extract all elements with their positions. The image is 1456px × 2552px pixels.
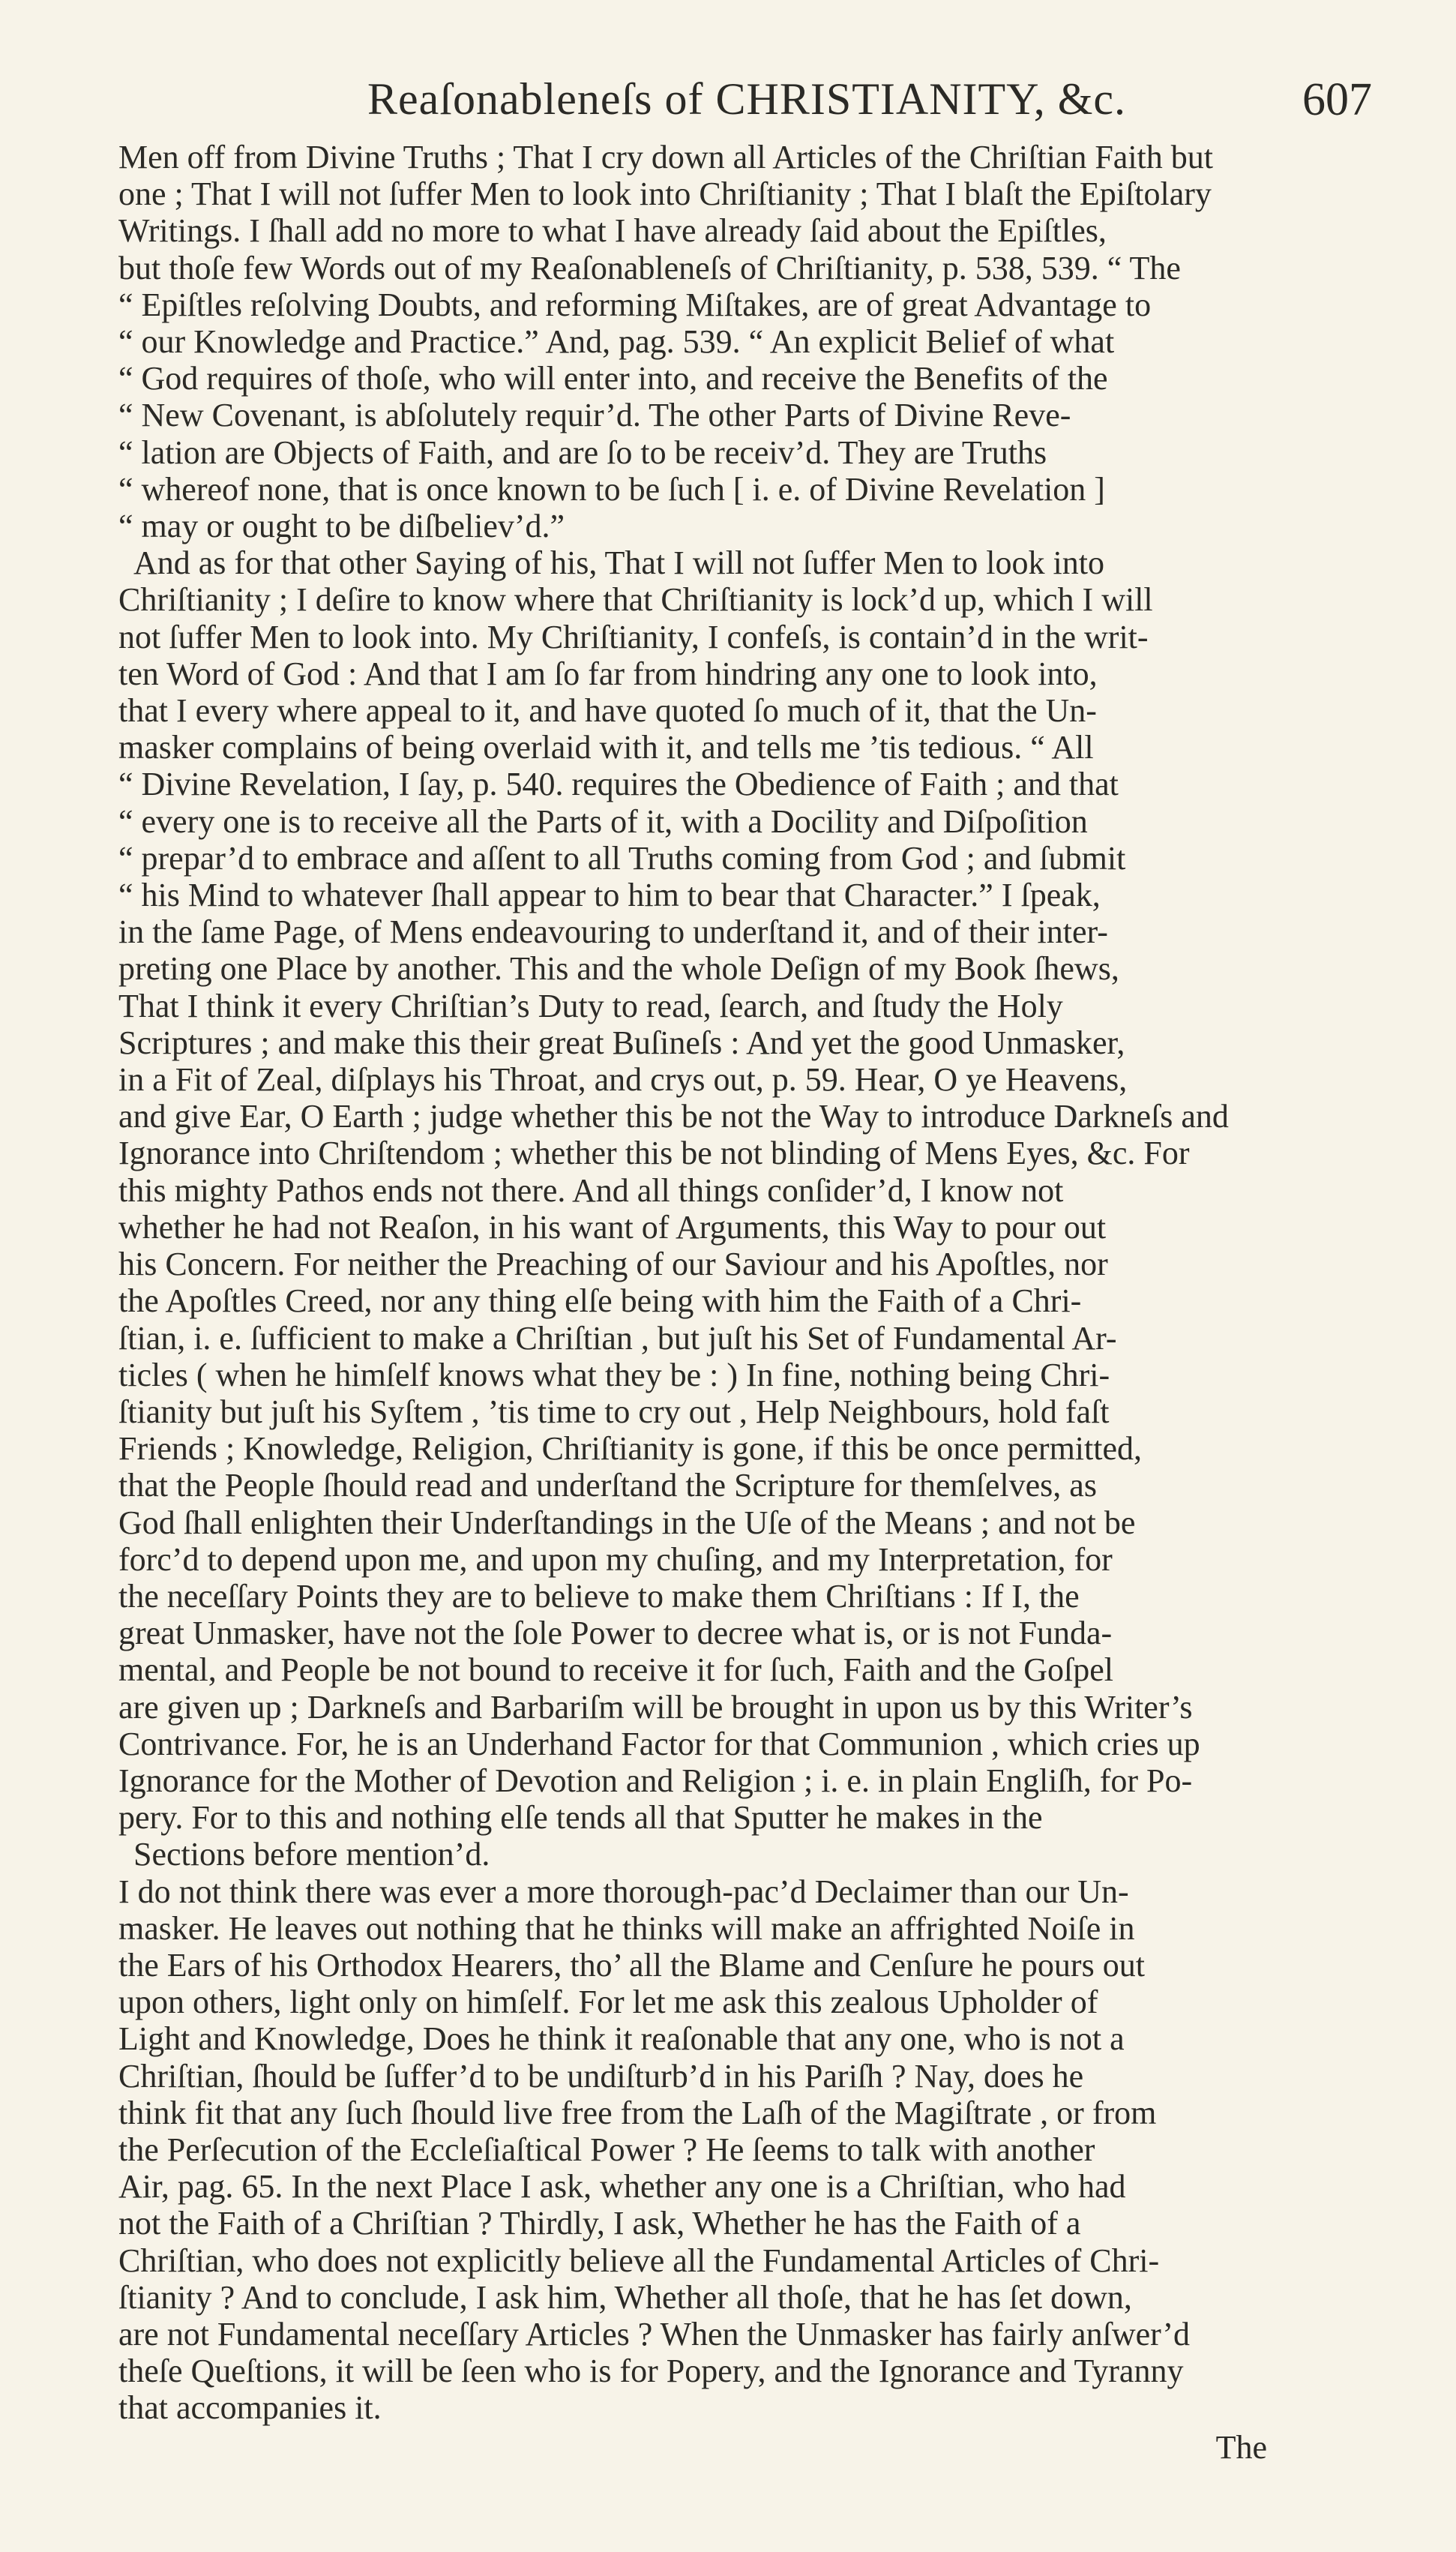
- text-line: Chriſtianity ; I deſire to know where that Chriſtianity is lock’d up, which I will: [118, 581, 1153, 619]
- text-line: And as for that other Saying of his, That I will not ſuffer Men to look into: [133, 544, 1104, 582]
- text-line: not the Faith of a Chriſtian ? Thirdly, I ask, Whether he has the Faith of a: [118, 2205, 1081, 2242]
- text-line: the neceſſary Points they are to believe to make them Chriſtians : If I, the: [118, 1577, 1080, 1615]
- text-line: masker. He leaves out nothing that he thinks will make an affrighted Noiſe in: [118, 1909, 1135, 1947]
- text-line: “ God requires of thoſe, who will enter into, and receive the Benefits of the: [118, 360, 1108, 397]
- text-line: mental, and People be not bound to receive it for ſuch, Faith and the Goſpel: [118, 1651, 1113, 1689]
- text-line: “ Divine Revelation, I ſay, p. 540. requires the Obedience of Faith ; and that: [118, 766, 1119, 803]
- text-line: Ignorance into Chriſtendom ; whether this be not blinding of Mens Eyes, &c. For: [118, 1135, 1190, 1172]
- text-line: that I every where appeal to it, and have quoted ſo much of it, that the Un-: [118, 692, 1097, 730]
- text-line: “ New Covenant, is abſolutely requir’d. The other Parts of Divine Reve-: [118, 397, 1071, 434]
- text-line: “ prepar’d to embrace and aſſent to all Truths coming from God ; and ſubmit: [118, 839, 1126, 877]
- text-line: ſtian, i. e. ſufficient to make a Chriſtian , but juſt his Set of Fundamental Ar-: [118, 1319, 1117, 1357]
- text-line: “ every one is to receive all the Parts of it, with a Docility and Diſpoſition: [118, 802, 1088, 840]
- text-line: Chriſtian, who does not explicitly believe all the Fundamental Articles of Chri-: [118, 2242, 1160, 2279]
- text-line: that accompanies it.: [118, 2389, 382, 2427]
- text-line: the Apoſtles Creed, nor any thing elſe being with him the Faith of a Chri-: [118, 1282, 1082, 1320]
- text-line: masker complains of being overlaid with it, and tells me ’tis tedious. “ All: [118, 729, 1094, 766]
- text-line: Scriptures ; and make this their great Buſineſs : And yet the good Unmasker,: [118, 1024, 1125, 1061]
- text-line: Contrivance. For, he is an Underhand Factor for that Communion , which cries up: [118, 1725, 1200, 1762]
- text-line: “ our Knowledge and Practice.” And, pag. 539. “ An explicit Belief of what: [118, 323, 1115, 361]
- text-line: That I think it every Chriſtian’s Duty to read, ſearch, and ſtudy the Holy: [118, 987, 1063, 1024]
- text-line: Light and Knowledge, Does he think it reaſonable that any one, who is not a: [118, 2020, 1125, 2058]
- catchword: The: [1215, 2429, 1267, 2466]
- text-line: Men off from Divine Truths ; That I cry down all Articles of the Chriſtian Faith but: [118, 139, 1213, 175]
- text-line: one ; That I will not ſuffer Men to look into Chriſtianity ; That I blaſt the Epiſtolary: [118, 175, 1212, 213]
- text-line: think fit that any ſuch ſhould live free from the Laſh of the Magiſtrate , or from: [118, 2094, 1157, 2131]
- text-line: ſtianity ? And to conclude, I ask him, Whether all thoſe, that he has ſet down,: [118, 2278, 1132, 2316]
- text-line: preting one Place by another. This and the whole Deſign of my Book ſhews,: [118, 950, 1119, 988]
- text-line: God ſhall enlighten their Underſtandings in the Uſe of the Means ; and not be: [118, 1504, 1136, 1541]
- text-line: ten Word of God : And that I am ſo far from hindring any one to look into,: [118, 655, 1098, 692]
- text-line: pery. For to this and nothing elſe tends all that Sputter he makes in the: [118, 1799, 1043, 1837]
- text-line: ticles ( when he himſelf knows what they be : ) In fine, nothing being Chri-: [118, 1356, 1110, 1393]
- text-line: great Unmasker, have not the ſole Power to decree what is, or is not Funda-: [118, 1615, 1113, 1652]
- text-line: are not Fundamental neceſſary Articles ? When the Unmasker has fairly anſwer’d: [118, 2315, 1191, 2353]
- text-line: in the ſame Page, of Mens endeavouring to underſtand it, and of their inter-: [118, 913, 1108, 951]
- text-line: “ whereof none, that is once known to be ſuch [ i. e. of Divine Revelation ]: [118, 470, 1105, 508]
- text-line: his Concern. For neither the Preaching of our Saviour and his Apoſtles, nor: [118, 1246, 1108, 1283]
- text-line: the Perſecution of the Eccleſiaſtical Power ? He ſeems to talk with another: [118, 2131, 1095, 2168]
- running-title: Reaſonableneſs of CHRISTIANITY, &c.: [367, 74, 1127, 124]
- text-line: Air, pag. 65. In the next Place I ask, whether any one is a Chriſtian, who had: [118, 2168, 1126, 2206]
- text-line: the Ears of his Orthodox Hearers, tho’ all the Blame and Cenſure he pours out: [118, 1946, 1145, 1984]
- text-line: in a Fit of Zeal, diſplays his Throat, and crys out, p. 59. Hear, O ye Heavens,: [118, 1061, 1128, 1099]
- text-line: ſtianity but juſt his Syſtem , ’tis time to cry out , Help Neighbours, hold faſt: [118, 1393, 1110, 1430]
- text-line: upon others, light only on himſelf. For let me ask this zealous Upholder of: [118, 1984, 1098, 2021]
- text-line: Friends ; Knowledge, Religion, Chriſtianity is gone, if this be once permitted,: [118, 1430, 1143, 1468]
- page-number: 607: [1302, 74, 1372, 125]
- body-text: [118, 139, 1299, 2427]
- text-line: Writings. I ſhall add no more to what I have already ſaid about the Epiſtles,: [118, 212, 1107, 250]
- running-header: [112, 73, 1381, 133]
- text-line: not ſuffer Men to look into. My Chriſtianity, I confeſs, is contain’d in the writ-: [118, 618, 1149, 655]
- text-line: “ his Mind to whatever ſhall appear to him to bear that Character.” I ſpeak,: [118, 877, 1101, 914]
- text-line: Ignorance for the Mother of Devotion and Religion ; i. e. in plain Engliſh, for Po-: [118, 1762, 1193, 1799]
- text-line: theſe Queſtions, it will be ſeen who is for Popery, and the Ignorance and Tyranny: [118, 2353, 1184, 2390]
- text-line: “ lation are Objects of Faith, and are ſo to be receiv’d. They are Truths: [118, 433, 1047, 471]
- text-line: but thoſe few Words out of my Reaſonableneſs of Chriſtianity, p. 538, 539. “ The: [118, 249, 1181, 286]
- text-line: that the People ſhould read and underſtand the Scripture for themſelves, as: [118, 1467, 1097, 1504]
- text-line: Chriſtian, ſhould be ſuffer’d to be undiſturb’d in his Pariſh ? Nay, does he: [118, 2057, 1084, 2095]
- text-line: I do not think there was ever a more thorough-pac’d Declaimer than our Un-: [118, 1873, 1129, 1910]
- text-line: are given up ; Darkneſs and Barbariſm will be brought in upon us by this Writer’s: [118, 1688, 1193, 1726]
- text-line: “ Epiſtles reſolving Doubts, and reforming Miſtakes, are of great Advantage to: [118, 286, 1152, 323]
- text-line: and give Ear, O Earth ; judge whether this be not the Way to introduce Darkneſs and: [118, 1098, 1229, 1135]
- text-line: Sections before mention’d.: [133, 1836, 490, 1873]
- text-line: whether he had not Reaſon, in his want of Arguments, this Way to pour out: [118, 1208, 1107, 1246]
- text-line: this mighty Pathos ends not there. And all things conſider’d, I know not: [118, 1171, 1064, 1209]
- text-line: “ may or ought to be diſbeliev’d.”: [118, 508, 565, 545]
- text-line: forc’d to depend upon me, and upon my chuſing, and my Interpretation, for: [118, 1540, 1113, 1578]
